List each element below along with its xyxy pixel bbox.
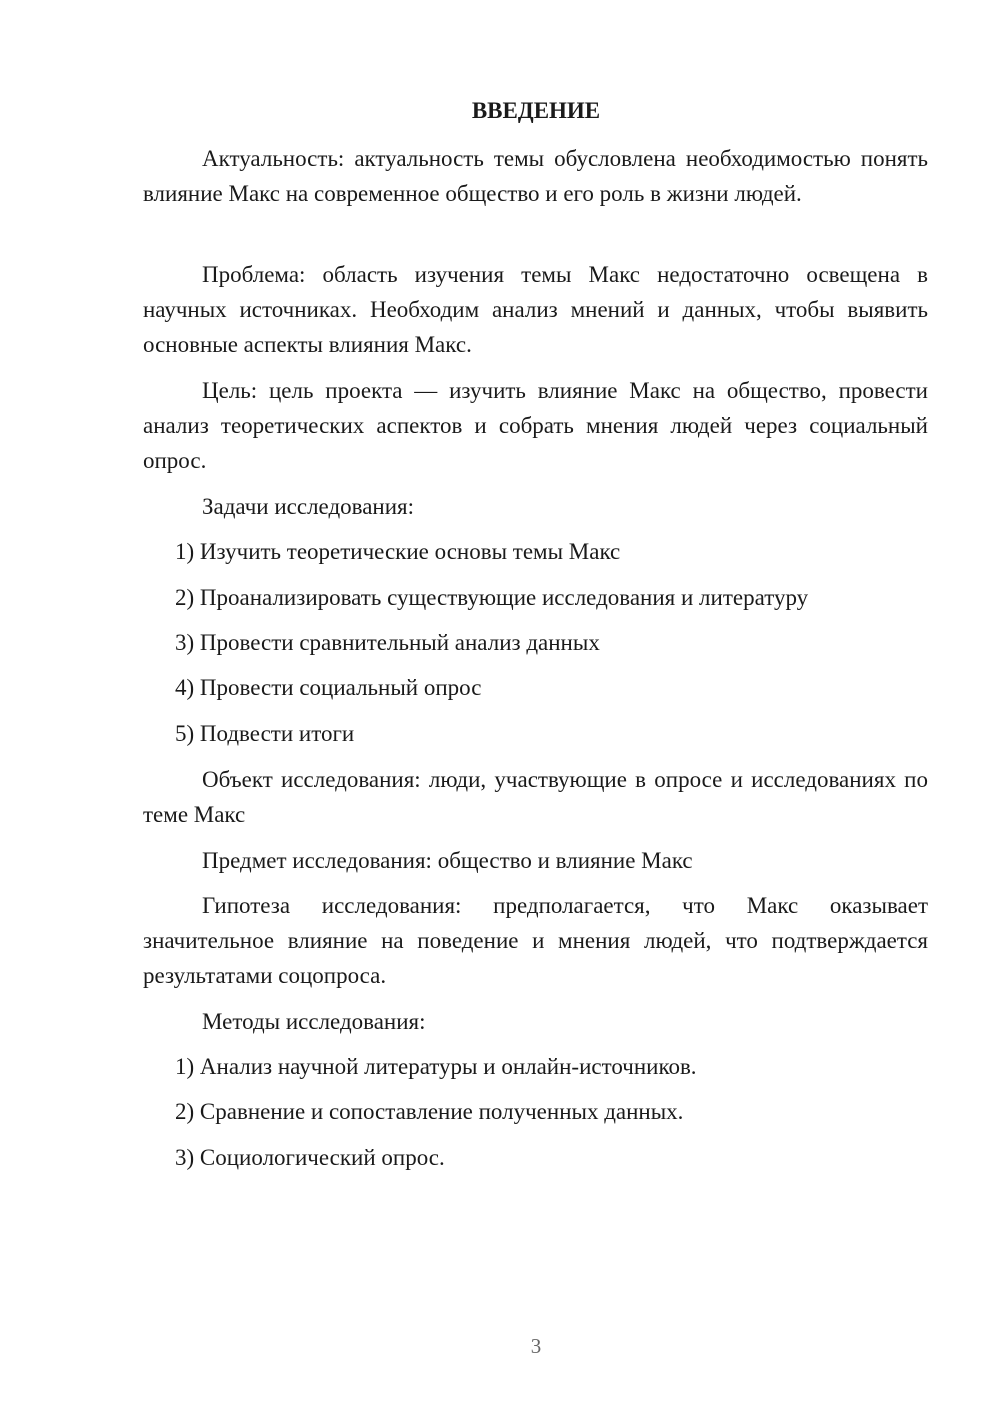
page-number: 3 [530,1334,542,1358]
relevance-paragraph: Актуальность: актуальность темы обусловлена необходимостью понять влияние Макс на современное общество и его роль в жизни людей. [143,146,928,206]
subject-paragraph: Предмет исследования: общество и влияние Макс [202,848,693,873]
tasks-heading: Задачи исследования: [202,494,415,519]
method-item: 3) Социологический опрос. [175,1145,445,1170]
section-title: ВВЕДЕНИЕ [471,98,601,123]
object-paragraph: Объект исследования: люди, участвующие в опросе и исследованиях по теме Макс [143,767,928,827]
task-item: 1) Изучить теоретические основы темы Макс [175,539,621,564]
methods-heading: Методы исследования: [202,1009,426,1034]
method-item: 1) Анализ научной литературы и онлайн-источников. [175,1054,697,1079]
problem-paragraph: Проблема: область изучения темы Макс недостаточно освещена в научных источниках. Необходим анализ мнений и данных, чтобы выявить основные аспекты влияния Макс. [143,262,928,357]
goal-paragraph: Цель: цель проекта — изучить влияние Макс на общество, провести анализ теоретических аспектов и собрать мнения людей через социальный опрос. [143,378,928,473]
task-item: 2) Проанализировать существующие исследования и литературу [175,585,809,610]
hypothesis-paragraph: Гипотеза исследования: предполагается, что Макс оказывает значительное влияние на поведение и мнения людей, что подтверждается результатами соцопроса. [143,893,928,988]
task-item: 3) Провести сравнительный анализ данных [175,630,600,655]
task-item: 4) Провести социальный опрос [175,675,482,700]
method-item: 2) Сравнение и сопоставление полученных данных. [175,1099,684,1124]
task-item: 5) Подвести итоги [175,721,355,746]
